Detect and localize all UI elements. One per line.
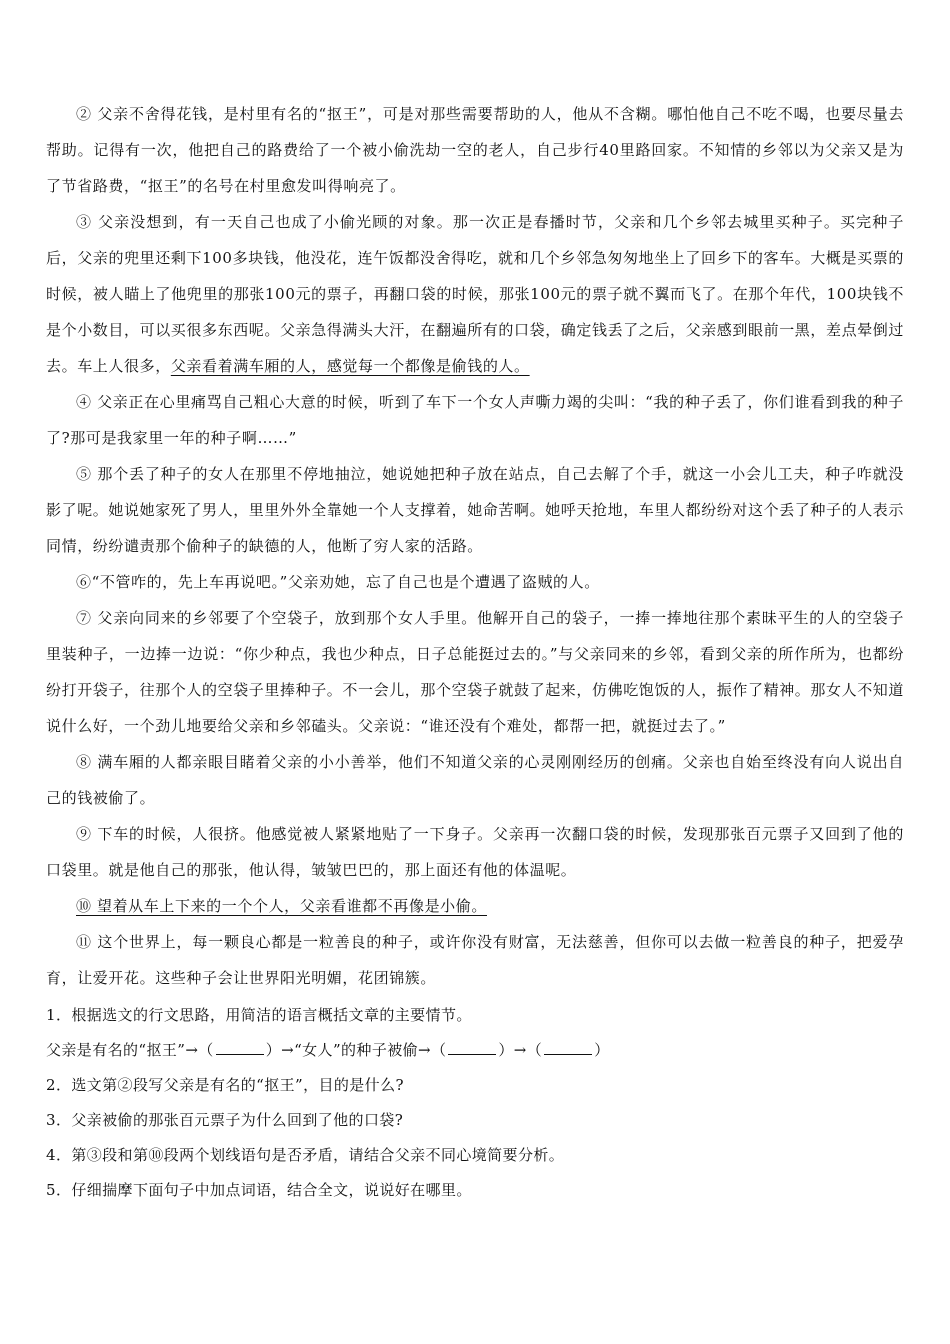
paragraph-4 (46, 384, 904, 456)
answer-blank-3[interactable] (544, 1040, 592, 1055)
plot-chain-end: ） (594, 1041, 610, 1059)
paragraph-2-text: ② 父亲不舍得花钱，是村里有名的“抠王”，可是对那些需要帮助的人，他从不含糊。哪怕他自己不吃不喝，也要尽量去帮助。记得有一次，他把自己的路费给了一个被小偷洗劫一空的老人，自己步行40里路回家。不知情的乡邻以为父亲又是为了节省路费，“抠王”的名号在村里愈发叫得响亮了。 (46, 105, 904, 195)
paragraph-5 (46, 456, 904, 564)
question-3: 3．父亲被偷的那张百元票子为什么回到了他的口袋? (46, 1111, 404, 1129)
paragraph-8-text: ⑧ 满车厢的人都亲眼目睹着父亲的小小善举，他们不知道父亲的心灵刚刚经历的创痛。父亲也自始至终没有向人说出自己的钱被偷了。 (46, 753, 904, 807)
paragraph-8 (46, 744, 904, 816)
paragraph-7-text: ⑦ 父亲向同来的乡邻要了个空袋子，放到那个女人手里。他解开自己的袋子，一捧一捧地往那个素昧平生的人的空袋子里装种子，一边捧一边说：“你少种点，我也少种点，日子总能挺过去的。”与父亲同来的乡邻，看到父亲的所作所为，也都纷纷打开袋子，往那个人的空袋子里捧种子。不一会儿，那个空袋子就鼓了起来，仿佛吃饱饭的人，振作了精神。那女人不知道说什么好，一个劲儿地要给父亲和乡邻磕头。父亲说：“谁还没有个难处，都帮一把，就挺过去了。” (46, 609, 905, 735)
question-4: 4．第③段和第⑩段两个划线语句是否矛盾，请结合父亲不同心境简要分析。 (46, 1146, 565, 1164)
question-1: 1．根据选文的行文思路，用简洁的语言概括文章的主要情节。 (46, 1006, 472, 1024)
plot-chain-middle: ）→“女人”的种子被偷→（ (265, 1041, 447, 1059)
article-page (46, 96, 904, 1208)
answer-blank-2[interactable] (448, 1040, 496, 1055)
answer-blank-1[interactable] (216, 1040, 264, 1055)
paragraph-10-underlined-sentence: ⑩ 望着从车上下来的一个个人，父亲看谁都不再像是小偷。 (76, 897, 487, 915)
paragraph-2 (46, 96, 904, 204)
questions-section (46, 998, 904, 1208)
paragraph-3-underlined-sentence: 父亲看着满车厢的人，感觉每一个都像是偷钱的人。 (170, 357, 530, 375)
paragraph-11 (46, 924, 904, 996)
paragraph-6-text: ⑥“不管咋的，先上车再说吧。”父亲劝她，忘了自己也是个遭遇了盗贼的人。 (76, 573, 600, 591)
paragraph-7 (46, 600, 904, 744)
paragraph-3-text: ③ 父亲没想到，有一天自己也成了小偷光顾的对象。那一次正是春播时节，父亲和几个乡邻去城里买种子。买完种子后，父亲的兜里还剩下100多块钱，他没花，连午饭都没舍得吃，就和几个乡邻急匆匆地坐上了回乡下的客车。大概是买票的时候，被人瞄上了他兜里的那张100元的票子，再翻口袋的时候，那张100元的票子就不翼而飞了。在那个年代，100块钱不是个小数目，可以买很多东西呢。父亲急得满头大汗，在翻遍所有的口袋，确定钱丢了之后，父亲感到眼前一黑，差点晕倒过去。车上人很多， (46, 213, 905, 375)
plot-chain-start: 父亲是有名的“抠王”→（ (46, 1041, 214, 1059)
paragraph-4-text: ④ 父亲正在心里痛骂自己粗心大意的时候，听到了车下一个女人声嘶力竭的尖叫：“我的种子丢了，你们谁看到我的种子了?那可是我家里一年的种子啊……” (46, 393, 904, 447)
paragraph-5-text: ⑤ 那个丢了种子的女人在那里不停地抽泣，她说她把种子放在站点，自己去解了个手，就这一小会儿工夫，种子咋就没影了呢。她说她家死了男人，里里外外全靠她一个人支撑着，她命苦啊。她呼天抢地，车里人都纷纷对这个丢了种子的人表示同情，纷纷谴责那个偷种子的缺德的人，他断了穷人家的活路。 (46, 465, 905, 555)
paragraph-9-text: ⑨ 下车的时候，人很挤。他感觉被人紧紧地贴了一下身子。父亲再一次翻口袋的时候，发现那张百元票子又回到了他的口袋里。就是他自己的那张，他认得，皱皱巴巴的，那上面还有他的体温呢。 (46, 825, 904, 879)
paragraph-3 (46, 204, 904, 384)
paragraph-10 (46, 888, 904, 924)
paragraph-6 (46, 564, 904, 600)
question-5: 5．仔细揣摩下面句子中加点词语，结合全文，说说好在哪里。 (46, 1181, 472, 1199)
paragraph-9 (46, 816, 904, 888)
paragraph-11-text: ⑪ 这个世界上，每一颗良心都是一粒善良的种子，或许你没有财富，无法慈善，但你可以去做一粒善良的种子，把爱孕育，让爱开花。这些种子会让世界阳光明媚，花团锦簇。 (46, 933, 904, 987)
question-1-plot-chain (46, 1033, 904, 1068)
plot-chain-next: ）→（ (498, 1041, 543, 1059)
question-2: 2．选文第②段写父亲是有名的“抠王”，目的是什么? (46, 1076, 404, 1094)
